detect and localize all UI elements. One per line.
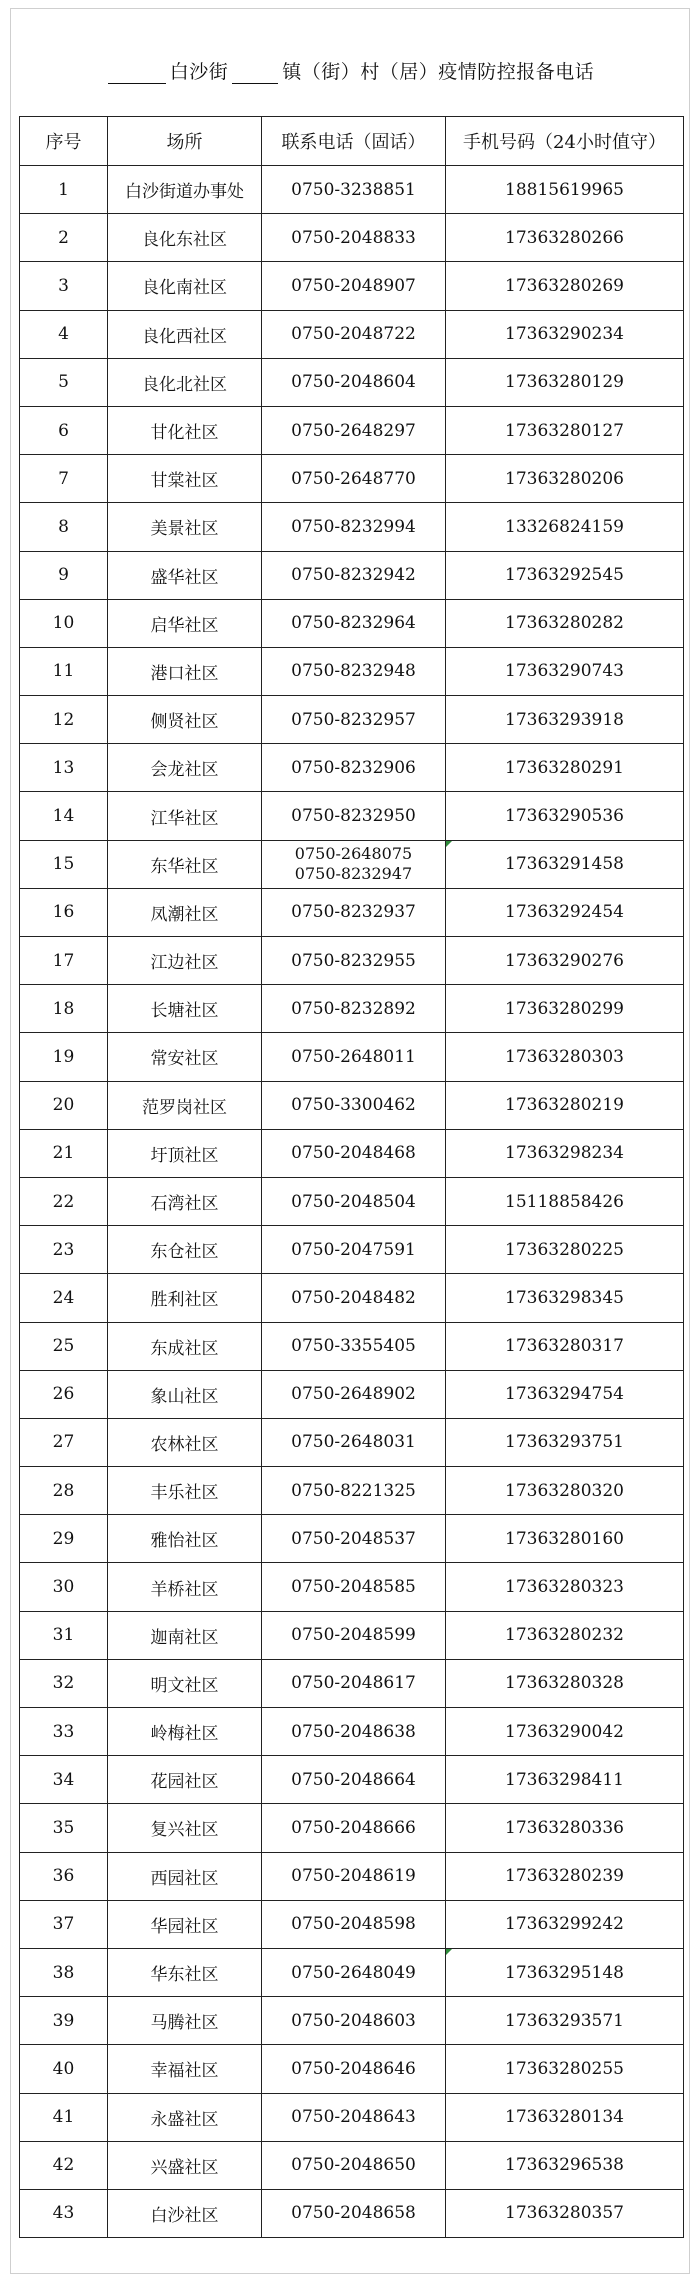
row-tel: 0750-2048504 <box>262 1177 446 1225</box>
row-tel: 0750-2048599 <box>262 1611 446 1659</box>
row-no: 10 <box>20 599 108 647</box>
row-no: 33 <box>20 1708 108 1756</box>
table-header-row <box>20 117 684 166</box>
row-tel: 0750-8221325 <box>262 1467 446 1515</box>
row-mobile: 17363290743 <box>446 647 684 695</box>
row-tel: 0750-2648297 <box>262 406 446 454</box>
row-tel: 0750-2048638 <box>262 1708 446 1756</box>
row-place: 复兴社区 <box>108 1804 262 1852</box>
row-no: 3 <box>20 262 108 310</box>
row-tel: 0750-2048833 <box>262 214 446 262</box>
table-row <box>20 1033 684 1081</box>
row-tel: 0750-3238851 <box>262 166 446 214</box>
row-tel: 0750-2048585 <box>262 1563 446 1611</box>
row-tel: 0750-2048666 <box>262 1804 446 1852</box>
row-mobile: 17363280269 <box>446 262 684 310</box>
row-no: 21 <box>20 1129 108 1177</box>
row-tel: 0750-2048722 <box>262 310 446 358</box>
row-place: 东华社区 <box>108 840 262 888</box>
row-mobile: 17363280266 <box>446 214 684 262</box>
row-tel: 0750-2048617 <box>262 1659 446 1707</box>
table-row <box>20 503 684 551</box>
row-no: 37 <box>20 1900 108 1948</box>
row-mobile: 17363290042 <box>446 1708 684 1756</box>
row-place: 白沙社区 <box>108 2189 262 2237</box>
row-mobile: 17363280134 <box>446 2093 684 2141</box>
row-tel: 0750-8232906 <box>262 744 446 792</box>
row-mobile: 17363280336 <box>446 1804 684 1852</box>
row-no: 13 <box>20 744 108 792</box>
row-no: 5 <box>20 358 108 406</box>
title-text: 镇（街）村（居）疫情防控报备电话 <box>282 61 595 83</box>
row-no: 30 <box>20 1563 108 1611</box>
table-row <box>20 792 684 840</box>
table-row <box>20 2045 684 2093</box>
row-no: 32 <box>20 1659 108 1707</box>
row-place: 马腾社区 <box>108 1997 262 2045</box>
row-no: 41 <box>20 2093 108 2141</box>
row-tel-line1: 0750-2648075 <box>294 844 413 864</box>
row-place: 启华社区 <box>108 599 262 647</box>
table-row <box>20 599 684 647</box>
row-mobile: 17363280127 <box>446 406 684 454</box>
row-no: 1 <box>20 166 108 214</box>
table-row <box>20 1900 684 1948</box>
row-place: 岭梅社区 <box>108 1708 262 1756</box>
row-no: 35 <box>20 1804 108 1852</box>
row-tel: 0750-2048598 <box>262 1900 446 1948</box>
row-mobile: 17363293918 <box>446 696 684 744</box>
row-no: 18 <box>20 985 108 1033</box>
row-tel: 0750-2648049 <box>262 1948 446 1996</box>
row-place: 幸福社区 <box>108 2045 262 2093</box>
row-tel: 0750-8232950 <box>262 792 446 840</box>
row-place: 兴盛社区 <box>108 2141 262 2189</box>
row-tel: 0750-8232957 <box>262 696 446 744</box>
row-place: 明文社区 <box>108 1659 262 1707</box>
row-mobile: 17363280225 <box>446 1226 684 1274</box>
header-place: 场所 <box>108 117 262 166</box>
row-mobile: 17363290536 <box>446 792 684 840</box>
row-place: 石湾社区 <box>108 1177 262 1225</box>
row-place: 迦南社区 <box>108 1611 262 1659</box>
table-row <box>20 1370 684 1418</box>
table-row <box>20 985 684 1033</box>
row-place: 华东社区 <box>108 1948 262 1996</box>
table-row <box>20 1948 684 1996</box>
row-mobile: 17363280160 <box>446 1515 684 1563</box>
row-place: 美景社区 <box>108 503 262 551</box>
row-place: 良化东社区 <box>108 214 262 262</box>
row-place: 范罗岗社区 <box>108 1081 262 1129</box>
row-no: 42 <box>20 2141 108 2189</box>
row-place: 甘化社区 <box>108 406 262 454</box>
row-mobile: 17363280232 <box>446 1611 684 1659</box>
row-no: 22 <box>20 1177 108 1225</box>
header-mobile: 手机号码（24小时值守） <box>446 117 684 166</box>
row-tel: 0750-2048537 <box>262 1515 446 1563</box>
row-no: 28 <box>20 1467 108 1515</box>
row-mobile: 17363292545 <box>446 551 684 599</box>
row-place: 雅怡社区 <box>108 1515 262 1563</box>
row-place: 甘棠社区 <box>108 455 262 503</box>
row-mobile: 17363280282 <box>446 599 684 647</box>
row-no: 39 <box>20 1997 108 2045</box>
row-place: 港口社区 <box>108 647 262 695</box>
table-row <box>20 1659 684 1707</box>
table-row <box>20 2189 684 2237</box>
row-no: 27 <box>20 1418 108 1466</box>
row-tel: 0750-2048664 <box>262 1756 446 1804</box>
header-tel: 联系电话（固话） <box>262 117 446 166</box>
row-place: 会龙社区 <box>108 744 262 792</box>
table-row <box>20 1708 684 1756</box>
row-place: 永盛社区 <box>108 2093 262 2141</box>
row-tel: 0750-3300462 <box>262 1081 446 1129</box>
row-no: 4 <box>20 310 108 358</box>
row-mobile: 17363293751 <box>446 1418 684 1466</box>
row-mobile: 17363280320 <box>446 1467 684 1515</box>
row-no: 14 <box>20 792 108 840</box>
table-row <box>20 937 684 985</box>
table-row <box>20 1611 684 1659</box>
row-mobile-text: 17363291458 <box>505 854 624 875</box>
row-place: 江边社区 <box>108 937 262 985</box>
row-no: 11 <box>20 647 108 695</box>
table-row <box>20 840 684 888</box>
row-no: 31 <box>20 1611 108 1659</box>
table-row <box>20 214 684 262</box>
row-tel: 0750-8232964 <box>262 599 446 647</box>
row-mobile: 17363296538 <box>446 2141 684 2189</box>
row-mobile: 17363298345 <box>446 1274 684 1322</box>
row-place: 胜利社区 <box>108 1274 262 1322</box>
row-no: 36 <box>20 1852 108 1900</box>
table-row <box>20 1274 684 1322</box>
table-row <box>20 1804 684 1852</box>
row-place: 凤潮社区 <box>108 888 262 936</box>
row-tel: 0750-2048603 <box>262 1997 446 2045</box>
row-tel: 0750-2048468 <box>262 1129 446 1177</box>
header-no: 序号 <box>20 117 108 166</box>
row-tel: 0750-8232955 <box>262 937 446 985</box>
row-tel-line2: 0750-8232947 <box>294 864 413 884</box>
document-sheet <box>10 8 690 2274</box>
row-place: 白沙街道办事处 <box>108 166 262 214</box>
table-row <box>20 551 684 599</box>
row-mobile: 17363280323 <box>446 1563 684 1611</box>
row-no: 34 <box>20 1756 108 1804</box>
contact-table <box>19 116 684 2238</box>
row-place: 东仓社区 <box>108 1226 262 1274</box>
row-tel: 0750-2048643 <box>262 2093 446 2141</box>
row-no: 40 <box>20 2045 108 2093</box>
row-no: 6 <box>20 406 108 454</box>
row-mobile: 17363299242 <box>446 1900 684 1948</box>
row-tel: 0750-2048646 <box>262 2045 446 2093</box>
row-no: 19 <box>20 1033 108 1081</box>
row-mobile: 17363280357 <box>446 2189 684 2237</box>
table-row <box>20 310 684 358</box>
row-mobile: 17363298411 <box>446 1756 684 1804</box>
row-mobile <box>446 1948 684 1996</box>
row-mobile: 17363280206 <box>446 455 684 503</box>
title-row <box>11 9 691 116</box>
row-no: 38 <box>20 1948 108 1996</box>
table-row <box>20 1322 684 1370</box>
row-no: 8 <box>20 503 108 551</box>
row-place: 良化北社区 <box>108 358 262 406</box>
row-tel: 0750-2048658 <box>262 2189 446 2237</box>
row-no: 25 <box>20 1322 108 1370</box>
row-tel: 0750-2048907 <box>262 262 446 310</box>
row-mobile: 17363280129 <box>446 358 684 406</box>
row-place: 良化南社区 <box>108 262 262 310</box>
row-mobile: 17363293571 <box>446 1997 684 2045</box>
row-tel: 0750-2048604 <box>262 358 446 406</box>
row-no: 17 <box>20 937 108 985</box>
row-tel: 0750-2648011 <box>262 1033 446 1081</box>
row-mobile: 15118858426 <box>446 1177 684 1225</box>
row-no: 26 <box>20 1370 108 1418</box>
row-tel: 0750-8232942 <box>262 551 446 599</box>
row-no: 2 <box>20 214 108 262</box>
row-mobile: 17363292454 <box>446 888 684 936</box>
row-place: 花园社区 <box>108 1756 262 1804</box>
row-place: 东成社区 <box>108 1322 262 1370</box>
title-underline <box>108 63 166 84</box>
table-body <box>20 166 684 2238</box>
row-place: 常安社区 <box>108 1033 262 1081</box>
row-no: 7 <box>20 455 108 503</box>
row-place: 华园社区 <box>108 1900 262 1948</box>
row-no: 23 <box>20 1226 108 1274</box>
table-row <box>20 888 684 936</box>
table-row <box>20 1129 684 1177</box>
row-mobile: 17363298234 <box>446 1129 684 1177</box>
row-mobile: 17363290234 <box>446 310 684 358</box>
row-tel: 0750-2048650 <box>262 2141 446 2189</box>
table-row <box>20 1563 684 1611</box>
row-no: 20 <box>20 1081 108 1129</box>
row-place: 良化西社区 <box>108 310 262 358</box>
table-row <box>20 262 684 310</box>
row-tel: 0750-2648770 <box>262 455 446 503</box>
row-tel: 0750-2048619 <box>262 1852 446 1900</box>
cell-comment-marker <box>446 841 452 847</box>
row-tel: 0750-2648902 <box>262 1370 446 1418</box>
page-title <box>11 57 691 84</box>
row-mobile: 17363280328 <box>446 1659 684 1707</box>
table-row <box>20 1515 684 1563</box>
row-mobile: 17363280303 <box>446 1033 684 1081</box>
table-row <box>20 1177 684 1225</box>
row-place: 圩顶社区 <box>108 1129 262 1177</box>
row-no: 29 <box>20 1515 108 1563</box>
row-tel: 0750-8232948 <box>262 647 446 695</box>
table-row <box>20 744 684 792</box>
row-no: 9 <box>20 551 108 599</box>
row-place: 丰乐社区 <box>108 1467 262 1515</box>
title-district: 白沙街 <box>169 61 229 83</box>
cell-comment-marker <box>446 1949 452 1955</box>
row-tel: 0750-8232892 <box>262 985 446 1033</box>
row-mobile: 17363280291 <box>446 744 684 792</box>
row-place: 羊桥社区 <box>108 1563 262 1611</box>
table-row <box>20 166 684 214</box>
row-tel <box>262 840 446 888</box>
row-place: 侧贤社区 <box>108 696 262 744</box>
row-mobile: 17363280219 <box>446 1081 684 1129</box>
row-tel: 0750-8232994 <box>262 503 446 551</box>
row-place: 长塘社区 <box>108 985 262 1033</box>
row-place: 盛华社区 <box>108 551 262 599</box>
row-no: 15 <box>20 840 108 888</box>
table-row <box>20 1756 684 1804</box>
row-mobile: 13326824159 <box>446 503 684 551</box>
table-row <box>20 1418 684 1466</box>
table-row <box>20 1467 684 1515</box>
row-no: 12 <box>20 696 108 744</box>
row-no: 43 <box>20 2189 108 2237</box>
title-blank <box>232 63 278 84</box>
row-place: 农林社区 <box>108 1418 262 1466</box>
row-tel: 0750-2047591 <box>262 1226 446 1274</box>
table-row <box>20 2141 684 2189</box>
row-place: 西园社区 <box>108 1852 262 1900</box>
row-tel: 0750-8232937 <box>262 888 446 936</box>
row-mobile-text: 17363295148 <box>505 1962 624 1983</box>
row-mobile: 17363280255 <box>446 2045 684 2093</box>
table-row <box>20 1226 684 1274</box>
row-mobile: 17363290276 <box>446 937 684 985</box>
row-tel: 0750-2648031 <box>262 1418 446 1466</box>
table-row <box>20 406 684 454</box>
row-mobile: 17363294754 <box>446 1370 684 1418</box>
row-mobile: 18815619965 <box>446 166 684 214</box>
row-mobile: 17363280299 <box>446 985 684 1033</box>
table-row <box>20 358 684 406</box>
table-row <box>20 1997 684 2045</box>
row-mobile <box>446 840 684 888</box>
table-row <box>20 647 684 695</box>
row-mobile: 17363280317 <box>446 1322 684 1370</box>
row-mobile: 17363280239 <box>446 1852 684 1900</box>
table-row <box>20 696 684 744</box>
table-row <box>20 455 684 503</box>
table-row <box>20 1081 684 1129</box>
row-place: 江华社区 <box>108 792 262 840</box>
row-place: 象山社区 <box>108 1370 262 1418</box>
row-no: 16 <box>20 888 108 936</box>
row-tel: 0750-3355405 <box>262 1322 446 1370</box>
table-row <box>20 2093 684 2141</box>
row-tel: 0750-2048482 <box>262 1274 446 1322</box>
row-no: 24 <box>20 1274 108 1322</box>
table-row <box>20 1852 684 1900</box>
